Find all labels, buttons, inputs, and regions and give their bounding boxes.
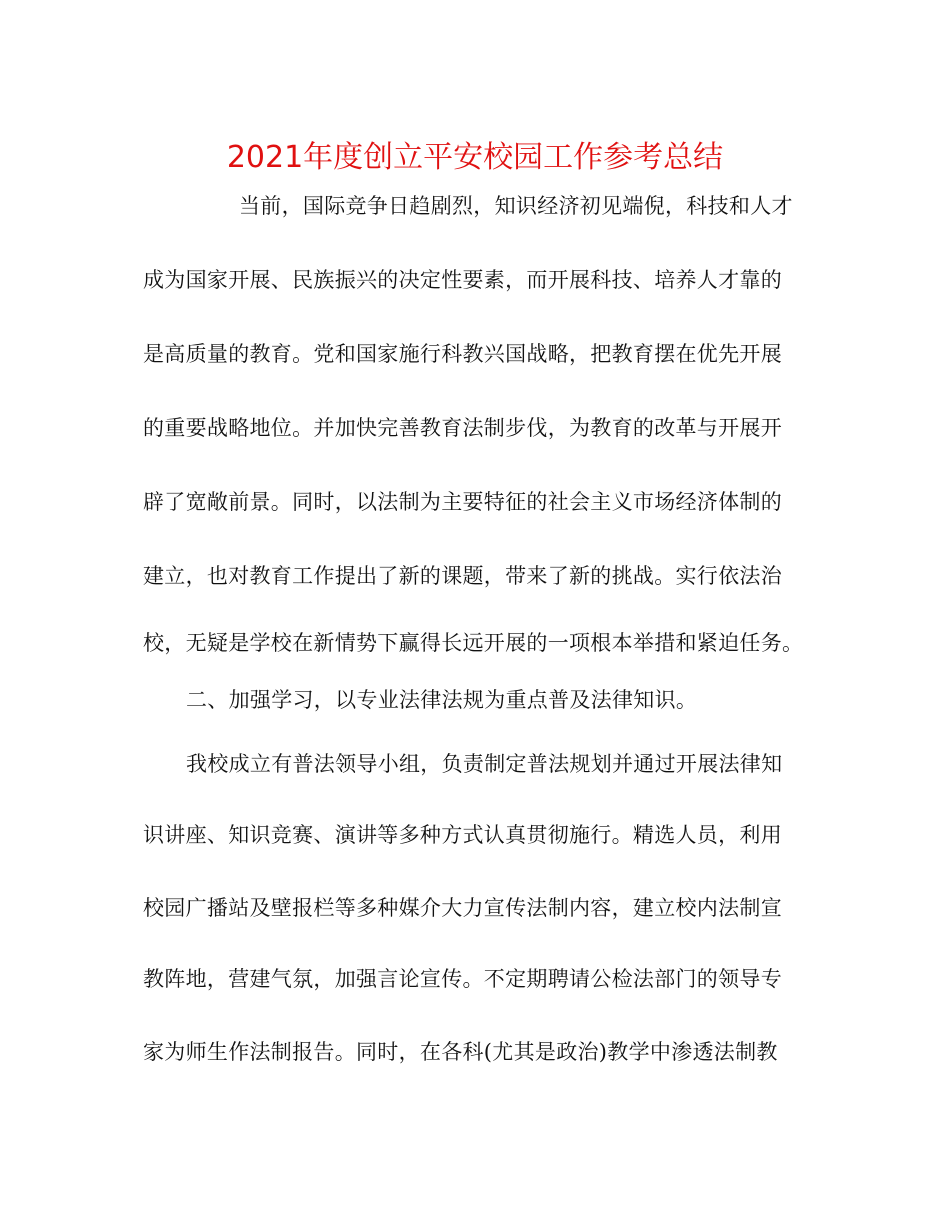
section-heading: 二、加强学习，以专业法律法规为重点普及法律知识。 [186, 688, 698, 712]
paragraph-line: 我校成立有普法领导小组，负责制定普法规划并通过开展法律知 [186, 752, 783, 776]
paragraph-line: 当前，国际竞争日趋剧烈，知识经济初见端倪，科技和人才 [239, 194, 793, 218]
paragraph-line: 的重要战略地位。并加快完善教育法制步伐，为教育的改革与开展开 [143, 416, 782, 440]
paragraph-line: 成为国家开展、民族振兴的决定性要素，而开展科技、培养人才靠的 [143, 268, 782, 292]
paragraph-line: 校，无疑是学校在新情势下赢得长远开展的一项根本举措和紧迫任务。 [143, 631, 804, 655]
paragraph-line: 是高质量的教育。党和国家施行科教兴国战略，把教育摆在优先开展 [143, 342, 782, 366]
paragraph-line: 教阵地，营建气氛，加强言论宣传。不定期聘请公检法部门的领导专 [143, 967, 782, 991]
document-title: 2021年度创立平安校园工作参考总结 [226, 140, 724, 175]
paragraph-line: 建立，也对教育工作提出了新的课题，带来了新的挑战。实行依法治 [143, 564, 782, 588]
paragraph-line: 家为师生作法制报告。同时，在各科(尤其是政治)教学中渗透法制教 [143, 1040, 778, 1064]
paragraph-line: 校园广播站及壁报栏等多种媒介大力宣传法制内容，建立校内法制宣 [143, 896, 782, 920]
paragraph-line: 识讲座、知识竞赛、演讲等多种方式认真贯彻施行。精选人员，利用 [143, 823, 782, 847]
paragraph-line: 辟了宽敞前景。同时，以法制为主要特征的社会主义市场经济体制的 [143, 490, 782, 514]
